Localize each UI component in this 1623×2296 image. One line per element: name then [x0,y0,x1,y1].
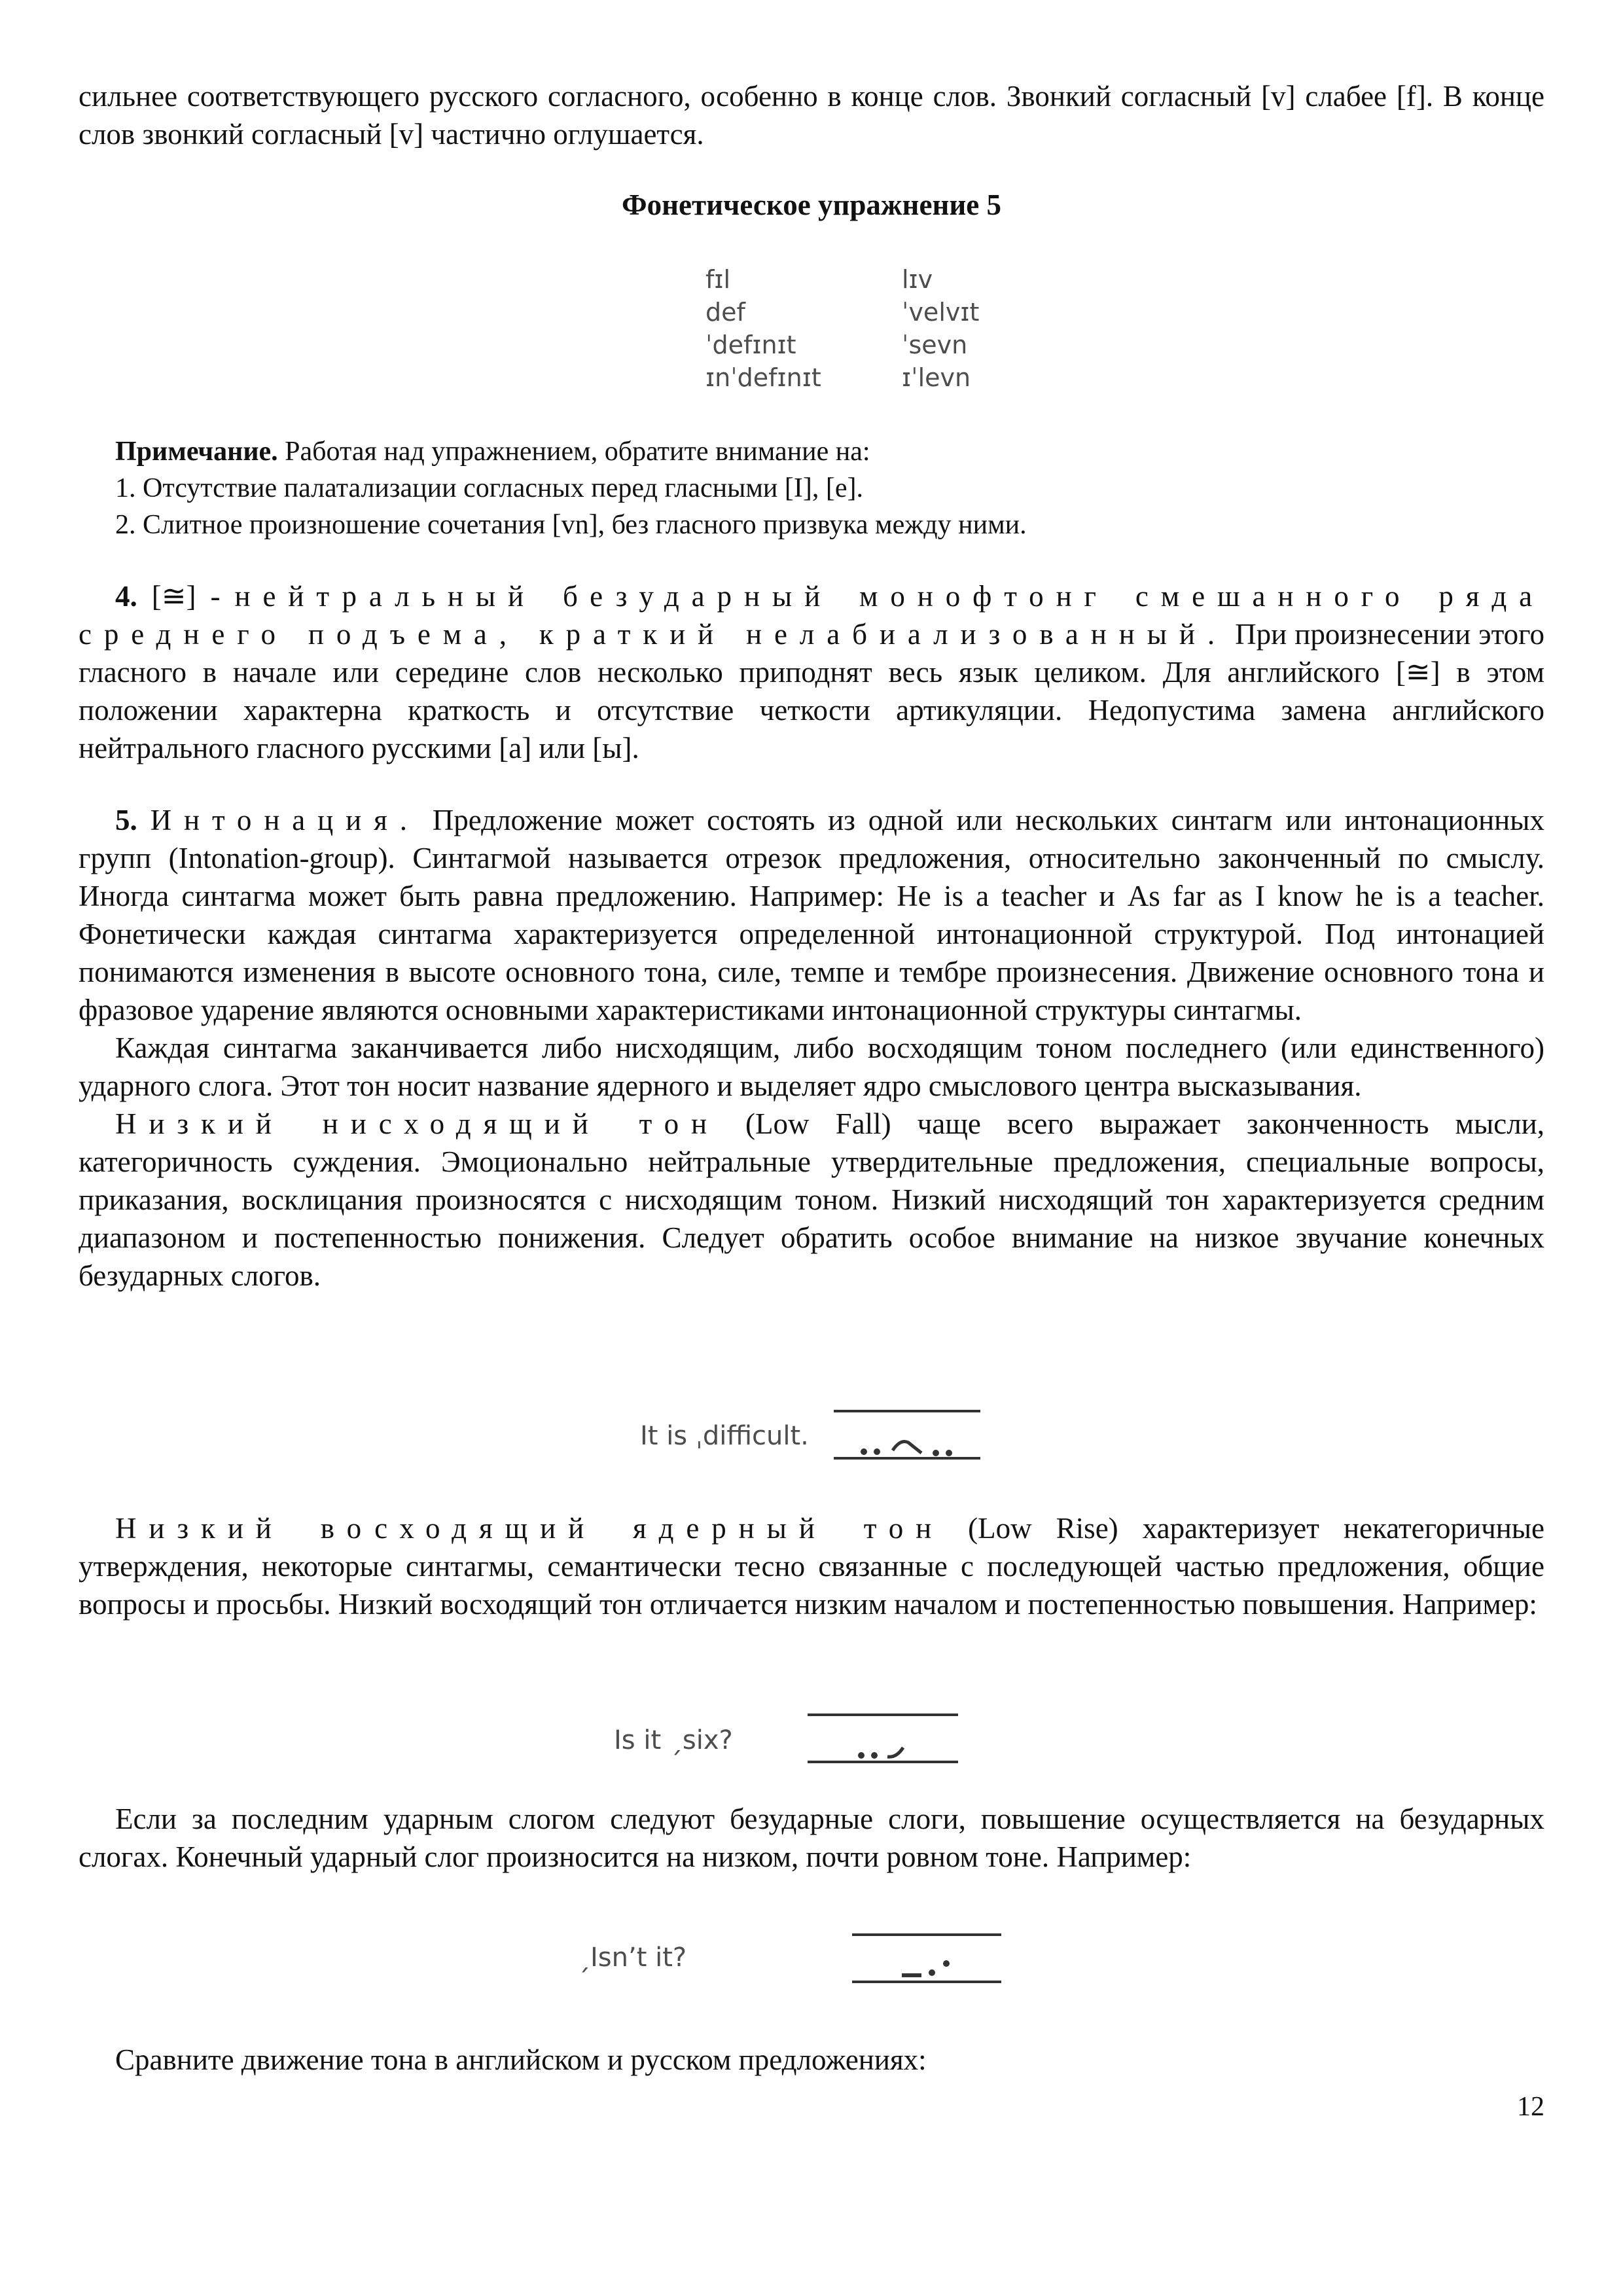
tone-dot [874,1448,880,1455]
section-4 [79,577,1544,767]
tone-rise-curve [887,1748,903,1757]
phonetic-row [705,329,1033,361]
unstressed-text: Если за последним ударным слогом следуют безударные слоги, повышение осуществляется на безударных слогах. Конечный ударный слог произносится на низком, почти ровном тоне. Например: [79,1803,1544,1873]
phonetic-row [705,361,1033,394]
note-label: Примечание. [115,437,278,467]
tone-diagram-low-fall [825,1398,995,1470]
phonetic-word: ɪnˈdefɪnɪt [705,363,821,392]
section-text: Предложение может состоять из одной или нескольких синтагм или интонационных групп (Intonation-group). Синтагмой называется отрезок предложения, относительно законченный по смыслу. Иногда синтагма может быть равна предложению. Например: He is a teacher и As far as I know he is a teacher. Фонетически каждая синтагма характеризуется определенной интонационной структурой. Под интонацией понимаются изменения в высоте основного тона, силе, темпе и тембре произнесения. Движение основного тона и фразовое ударение являются основными характеристиками интонационной структуры синтагмы. [79,804,1544,1026]
low-rise-text: (Low Rise) характеризует некатегоричные утверждения, некоторые синтагмы, семантически тесно связанные с последующей частью предложения, общие вопросы и просьбы. Низкий восходящий тон отличается низким началом и постепенностью повышения. Например: [79,1512,1544,1621]
section-5 [79,801,1544,1295]
tone-fall-curve [893,1442,921,1454]
section-number: 4. [115,580,137,613]
exercise-title: Фонетическое упражнение 5 [621,188,1002,221]
note-item: 1. Отсутствие палатализации согласных перед гласными [I], [e]. [115,473,863,503]
tone-diagram-isnt-it [844,1922,1014,1994]
phonetic-word: ˈvelvɪt [902,298,980,327]
example-low-fall: It is ˌdifficult. [640,1421,809,1451]
page-number: 12 [1517,2092,1544,2122]
spaced-term: Низкий восходящий ядерный тон [115,1512,944,1545]
phonetic-word: ˈsevn [902,331,968,359]
phonetic-row [705,263,1033,296]
tone-dot [933,1450,939,1456]
top-paragraph-text: сильнее соответствующего русского согласного, особенно в конце слов. Звонкий согласный [v] слабее [f]. В конце слов звонкий согласный [v] частично оглушается. [79,80,1544,151]
low-rise-paragraph [79,1509,1544,1623]
note-item: 2. Слитное произношение сочетания [vn], без гласного призвука между ними. [115,510,1027,540]
tone-dot [943,1960,950,1967]
phonetic-word: fɪl [705,265,731,294]
example-low-rise: Is it ˏsix? [614,1725,733,1755]
tone-dot [861,1448,867,1455]
phonetic-word: lɪv [902,265,933,294]
phonetic-word: def [705,298,745,327]
phonetic-word: ˈdefɪnɪt [705,331,796,359]
tone-dot [871,1752,878,1759]
phonetic-word-table [705,263,1033,394]
note-intro: Работая над упражнением, обратите внимание на: [277,437,870,467]
unstressed-paragraph [79,1800,1544,1876]
spaced-term: Низкий нисходящий тон [115,1107,719,1140]
tone-diagram-low-rise [798,1702,969,1774]
phonetic-row [705,296,1033,329]
vowel-symbol: [≅] - [137,580,235,613]
tone-dot [929,1969,935,1976]
compare-line [115,2041,1581,2079]
tone-dot [858,1752,865,1759]
paragraph-nucleus: Каждая синтагма заканчивается либо нисходящим, либо восходящим тоном последнего (или единственного) ударного слога. Этот тон носит название ядерного и выделяет ядро смыслового центра высказывания. [79,1031,1544,1102]
tone-dot [946,1450,952,1456]
note-block [115,433,1581,543]
low-fall-text: (Low Fall) чаще всего выражает законченность мысли, категоричность суждения. Эмоционально нейтральные утвердительные предложения, специальные вопросы, приказания, восклицания произносятся с нисходящим тоном. Низкий нисходящий тон характеризуется средним диапазоном и постепенностью понижения. Следует обратить особое внимание на низкое звучание конечных безударных слогов. [79,1107,1544,1292]
section-text: При произнесении этого гласного в начале или середине слов несколько приподнят весь язык целиком. Для английского [≅] в этом положении характерна краткость и отсутствие четкости артикуляции. Недопустима замена английского нейтрального гласного русскими [а] или [ы]. [79,618,1544,764]
top-paragraph [79,77,1544,153]
section-number: 5. [115,804,137,836]
spaced-term: Интонация. [150,804,419,836]
spaced-term: нейтральный безударный монофтонг смешанного ряда среднего подъема, краткий нелабиализованный. [79,580,1545,651]
phonetic-word: ɪˈlevn [902,363,971,392]
compare-text: Сравните движение тона в английском и русском предложениях: [115,2043,927,2076]
example-isnt-it: ˏIsn’t it? [577,1943,687,1973]
